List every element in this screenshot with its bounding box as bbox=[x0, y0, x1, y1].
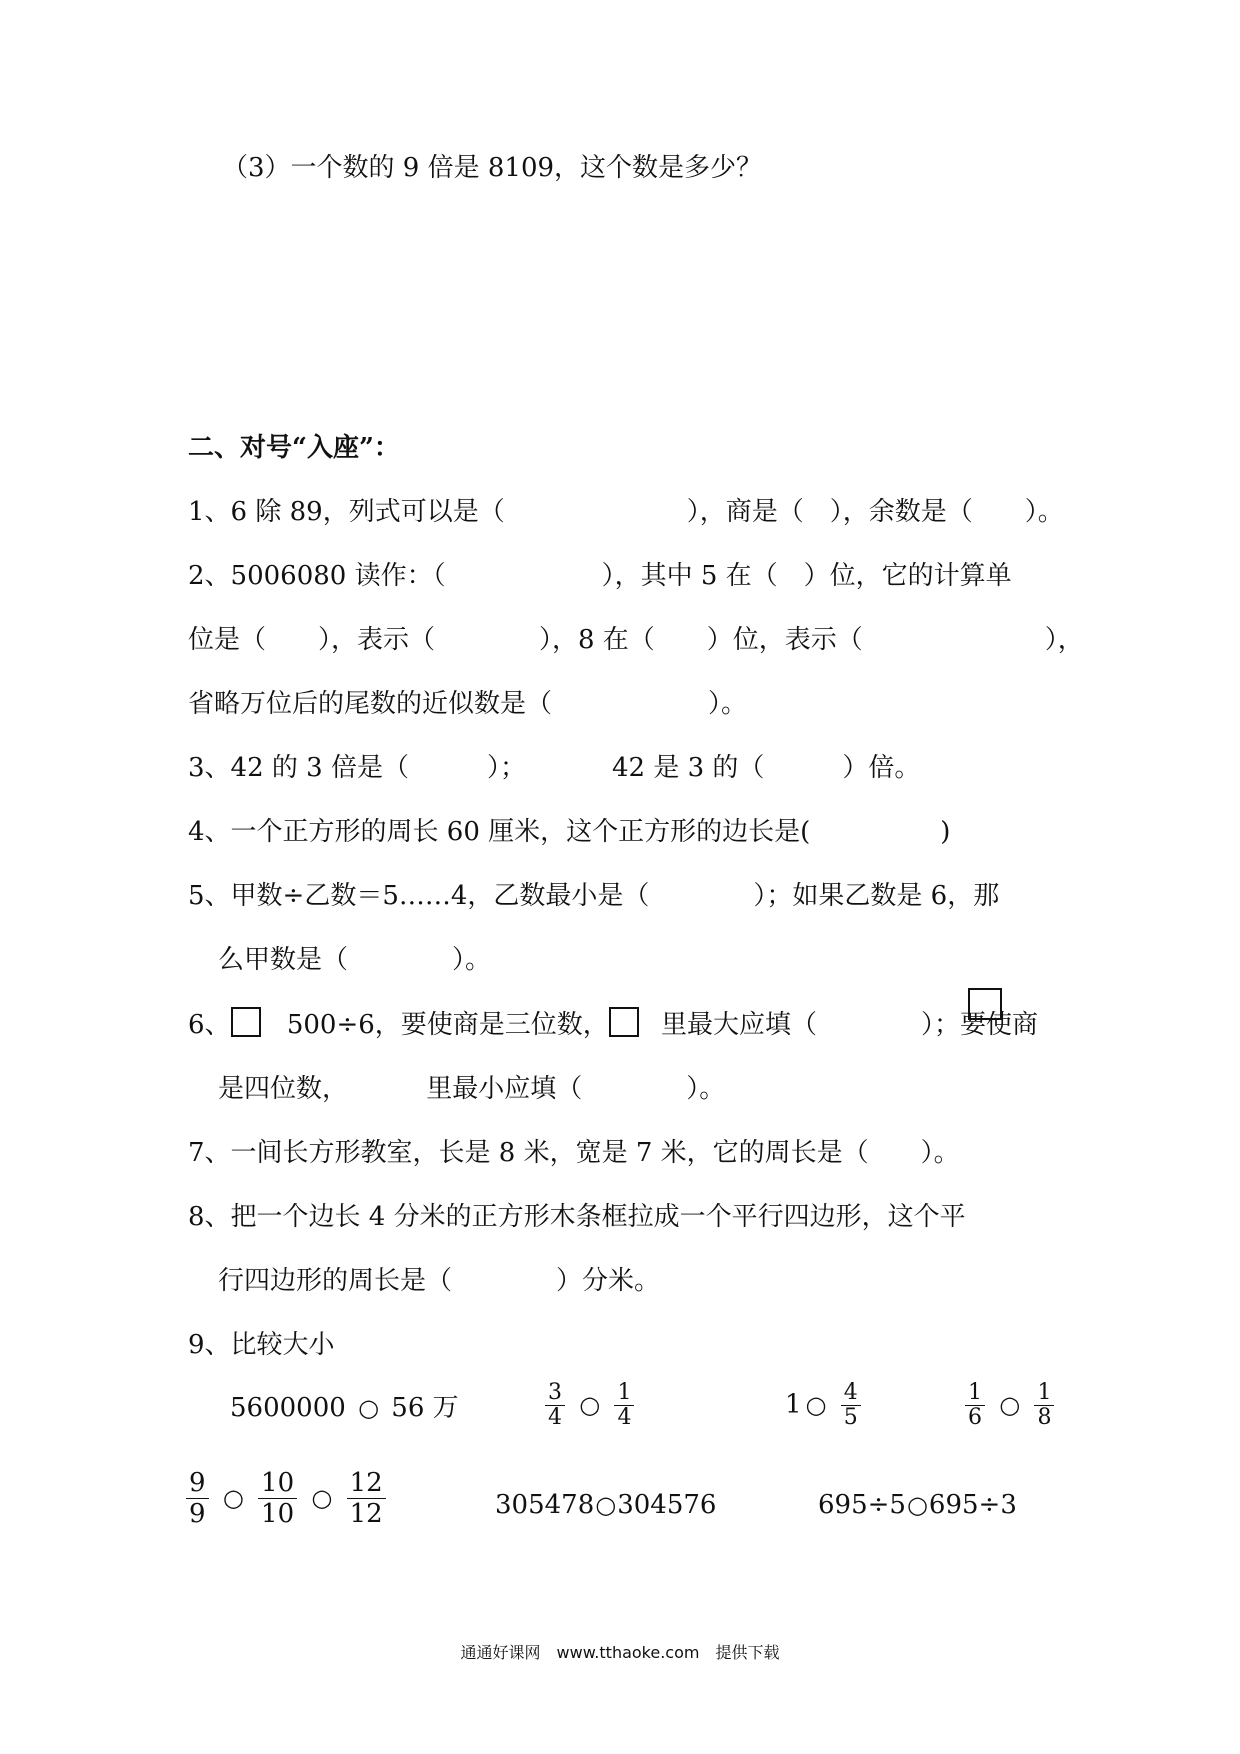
fraction: $\frac{12}{12}$ bbox=[347, 1468, 386, 1529]
item-8-line-2: 行四边形的周长是（ ）分米。 bbox=[218, 1266, 661, 1296]
compare-circle-icon: ○ bbox=[805, 1390, 827, 1419]
item-5-line-1: 5、甲数÷乙数＝5……4，乙数最小是（ ）；如果乙数是 6，那 bbox=[188, 881, 1000, 911]
item-7: 7、一间长方形教室，长是 8 米，宽是 7 米，它的周长是（ ）。 bbox=[188, 1138, 960, 1168]
compare-circle-icon: ○ bbox=[311, 1483, 333, 1512]
blank-box bbox=[609, 1007, 639, 1037]
item-3-part-1: 3、42 的 3 倍是（ ）； bbox=[188, 753, 526, 783]
fraction: $\frac{1}{8}$ bbox=[1034, 1381, 1054, 1430]
item-4: 4、一个正方形的周长 60 厘米，这个正方形的边长是( ) bbox=[188, 817, 951, 847]
item-2-line-1: 2、5006080 读作：（ ），其中 5 在（ ）位，它的计算单 bbox=[188, 561, 1012, 591]
compare-circle-icon: ○ bbox=[222, 1483, 244, 1512]
item-6-line-2-part-2: 里最小应填（ ）。 bbox=[426, 1074, 726, 1104]
compare-2a bbox=[184, 1468, 388, 1529]
item-3-part-2: 42 是 3 的（ ）倍。 bbox=[612, 753, 921, 783]
item-9: 9、比较大小 bbox=[188, 1330, 335, 1360]
compare-circle-icon: ○ bbox=[595, 1491, 617, 1519]
fraction: $\frac{1}{6}$ bbox=[965, 1381, 985, 1430]
footer-credit: 通通好课网 www.tthaoke.com 提供下载 bbox=[460, 1643, 780, 1662]
fraction: $\frac{4}{5}$ bbox=[841, 1381, 861, 1430]
blank-box bbox=[968, 988, 1002, 1020]
compare-1c: 1 ○ $\frac{4}{5}$ bbox=[785, 1381, 863, 1430]
item-2-line-2: 位是（ ），表示（ ），8 在（ ）位，表示（ ）， bbox=[188, 625, 1084, 655]
compare-circle-icon: ○ bbox=[358, 1394, 380, 1422]
fraction: $\frac{9}{9}$ bbox=[186, 1468, 209, 1529]
fraction: $\frac{1}{4}$ bbox=[614, 1381, 634, 1430]
compare-circle-icon: ○ bbox=[906, 1491, 928, 1519]
section-2-title: 二、对号“入座”： bbox=[188, 433, 400, 463]
item-8-line-1: 8、把一个边长 4 分米的正方形木条框拉成一个平行四边形，这个平 bbox=[188, 1202, 966, 1232]
compare-2c: 695÷5○695÷3 bbox=[818, 1490, 1017, 1520]
compare-1a: 5600000 ○ 56 万 bbox=[230, 1393, 459, 1423]
compare-circle-icon: ○ bbox=[999, 1390, 1021, 1419]
compare-circle-icon: ○ bbox=[579, 1390, 601, 1419]
item-1: 1、6 除 89，列式可以是（ ），商是（ ），余数是（ ）。 bbox=[188, 497, 1064, 527]
item-6-prefix: 6、 bbox=[188, 1010, 231, 1040]
item-6-line-1 bbox=[188, 1007, 1038, 1043]
question-3: （3）一个数的 9 倍是 8109，这个数是多少？ bbox=[222, 153, 763, 183]
item-5-line-2: 么甲数是（ ）。 bbox=[218, 945, 492, 975]
item-6-middle: 500÷6，要使商是三位数， bbox=[286, 1010, 609, 1040]
fraction: $\frac{10}{10}$ bbox=[258, 1468, 297, 1529]
compare-1d bbox=[963, 1381, 1056, 1430]
blank-box bbox=[231, 1007, 261, 1037]
item-6-end: 里最大应填（ ）；要使商 bbox=[661, 1010, 1039, 1040]
fraction: $\frac{3}{4}$ bbox=[545, 1381, 565, 1430]
compare-1b bbox=[543, 1381, 636, 1430]
item-2-line-3: 省略万位后的尾数的近似数是（ ）。 bbox=[188, 689, 748, 719]
item-6-line-2-part-1: 是四位数， bbox=[218, 1074, 349, 1104]
item-6-line-2 bbox=[218, 1071, 725, 1107]
compare-2b: 305478○304576 bbox=[495, 1490, 717, 1520]
